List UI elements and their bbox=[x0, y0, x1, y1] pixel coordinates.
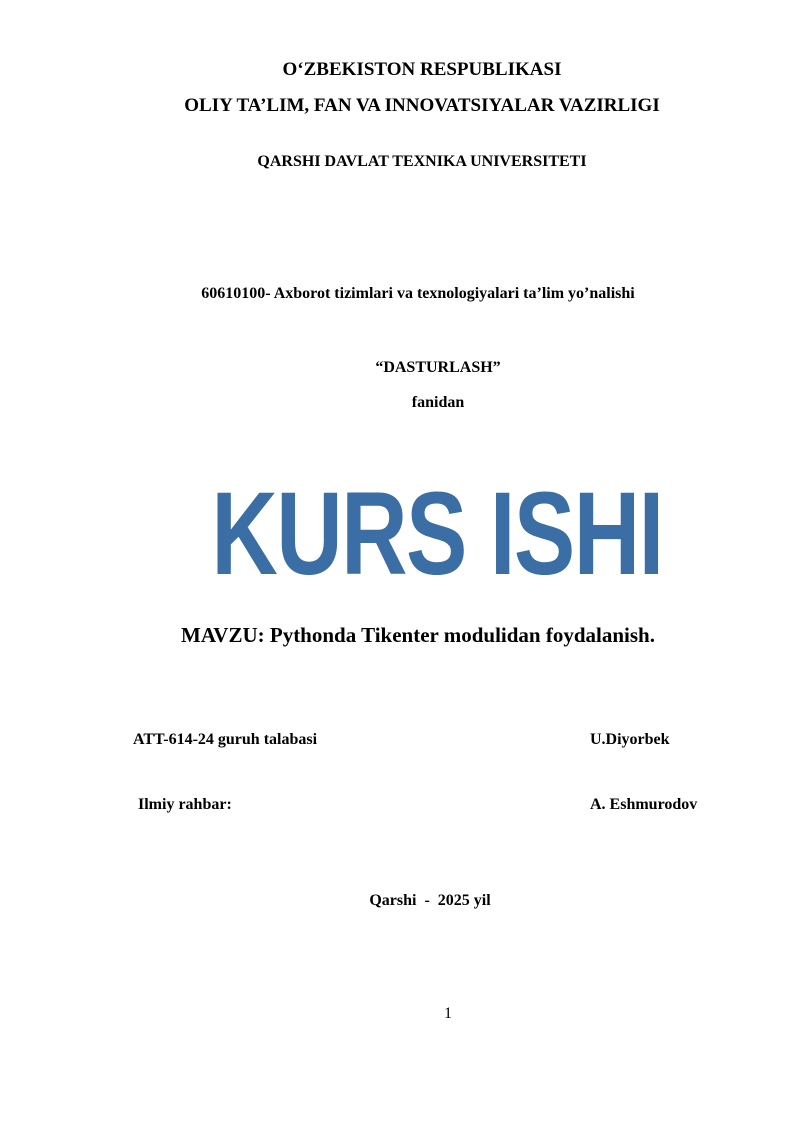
study-direction: 60610100- Axborot tizimlari va texnologiyalari ta’lim yo’nalishi bbox=[201, 285, 635, 302]
page-number: 1 bbox=[444, 1005, 452, 1022]
subject-suffix: fanidan bbox=[411, 394, 465, 411]
ministry-heading: OLIY TA’LIM, FAN VA INNOVATSIYALAR VAZIRLIGI bbox=[184, 95, 660, 116]
advisor-label: Ilmiy rahbar: bbox=[138, 796, 232, 813]
student-name: U.Diyorbek bbox=[590, 731, 670, 748]
subject-name: “DASTURLASH” bbox=[375, 359, 501, 376]
advisor-name: A. Eshmurodov bbox=[590, 796, 698, 813]
topic-line: MAVZU: Pythonda Tikenter modulidan foydalanish. bbox=[181, 623, 655, 647]
document-title: KURS ISHI bbox=[211, 468, 663, 600]
country-heading: O‘ZBEKISTON RESPUBLIKASI bbox=[282, 59, 562, 80]
city-year: Qarshi - 2025 yil bbox=[369, 892, 491, 909]
student-label: ATT-614-24 guruh talabasi bbox=[133, 731, 318, 748]
university-heading: QARSHI DAVLAT TEXNIKA UNIVERSITETI bbox=[257, 153, 587, 170]
